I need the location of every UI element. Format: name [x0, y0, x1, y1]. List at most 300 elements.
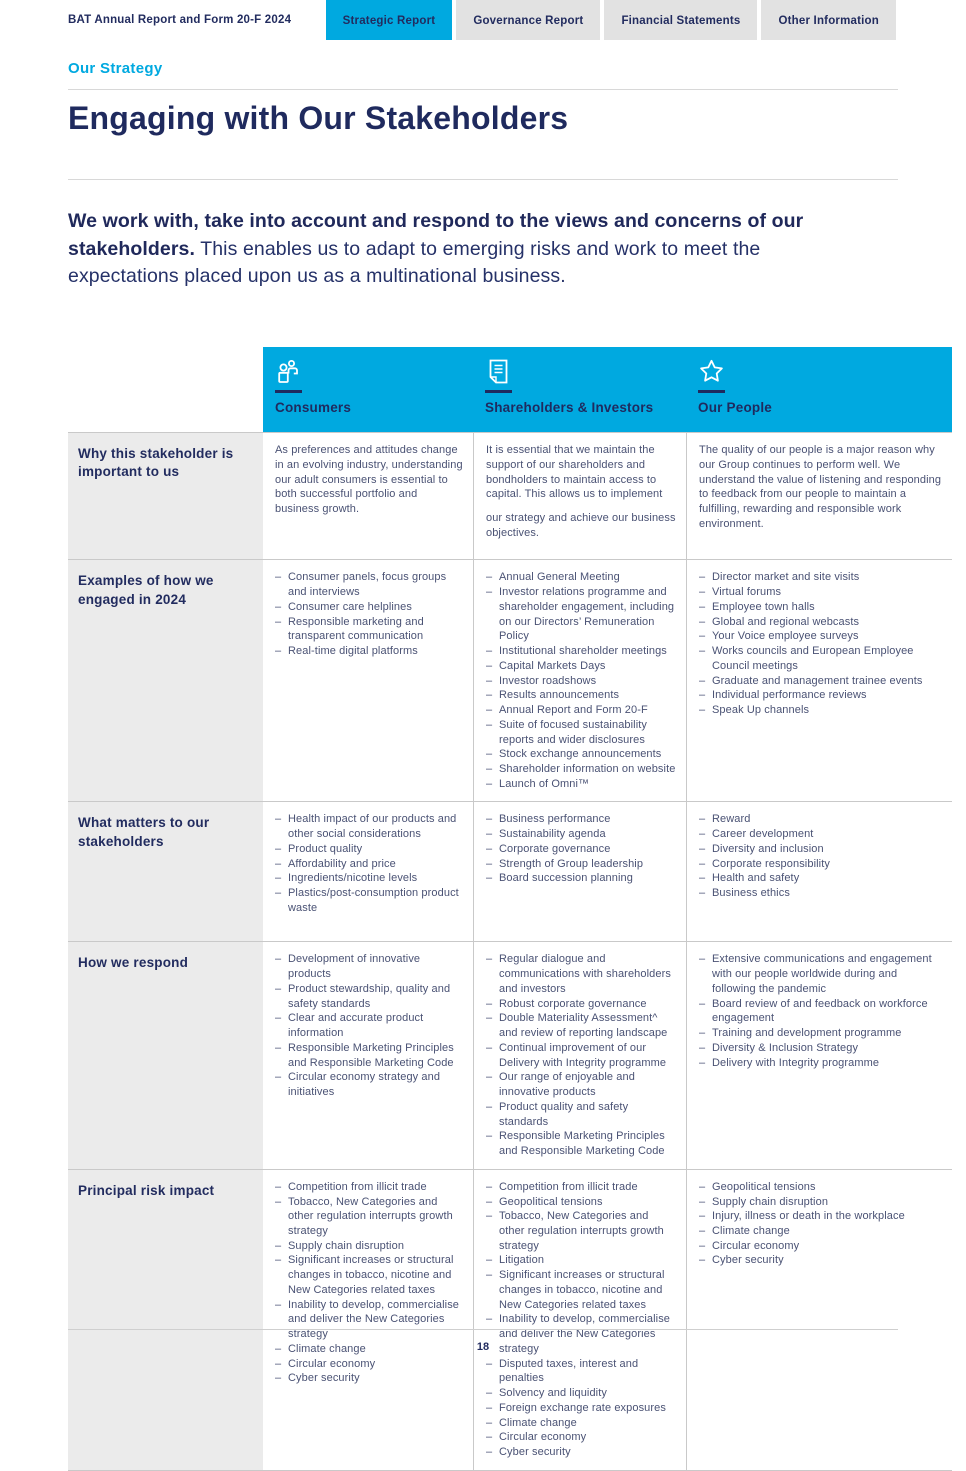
bullet-text: Regular dialogue and communications with shareholders and investors — [499, 953, 671, 995]
bullet-dash: – — [699, 689, 706, 702]
bullet-item — [486, 1253, 676, 1268]
bullet-item — [699, 570, 942, 585]
bullet-dash: – — [275, 1012, 282, 1025]
bullet-text: Board review of and feedback on workforce engagement — [712, 997, 928, 1025]
bullet-item — [486, 659, 676, 674]
bullet-dash: – — [486, 842, 493, 855]
bullet-item — [699, 827, 942, 842]
bullet-dash: – — [486, 1254, 493, 1267]
icon-underline — [275, 390, 302, 393]
bullet-text: Tobacco, New Categories and other regulation interrupts growth strategy — [499, 1210, 664, 1252]
bullet-dash: – — [486, 872, 493, 885]
bullet-text: Inability to develop, commercialise and deliver the New Categories strategy — [288, 1298, 460, 1341]
page-number: 18 — [476, 1341, 490, 1353]
bullet-text: Plastics/post-consumption product waste — [288, 887, 459, 914]
column-label: Our People — [698, 400, 773, 416]
bullet-dash: – — [699, 997, 706, 1010]
bullet-dash: – — [699, 1210, 706, 1223]
bullet-item — [486, 1129, 676, 1158]
bullet-text: Investor roadshows — [499, 674, 597, 687]
bullet-item — [275, 1195, 463, 1239]
bullet-item — [486, 1416, 676, 1431]
bullet-dash: – — [275, 1180, 282, 1193]
bullet-text: Annual General Meeting — [499, 571, 620, 584]
bullet-dash: – — [486, 1180, 493, 1193]
bullet-dash: – — [275, 1357, 282, 1370]
bullet-item — [486, 718, 676, 747]
table-header-row — [68, 347, 952, 432]
bullet-item — [699, 1180, 942, 1195]
bullet-text: Climate change — [499, 1416, 577, 1429]
table-row-why-this-stakeholder-is-important-to-us — [68, 432, 952, 559]
bullet-dash: – — [486, 953, 493, 966]
bullet-item — [699, 629, 942, 644]
bullet-item — [486, 1268, 676, 1312]
page-title: Engaging with Our Stakeholders — [68, 100, 569, 136]
bullet-dash: – — [486, 857, 493, 870]
tab-strategic-report[interactable]: Strategic Report — [326, 0, 453, 40]
bullet-item — [275, 600, 463, 615]
bullet-item — [486, 703, 676, 718]
row-label: What matters to our stakeholders — [68, 802, 263, 941]
page-footer — [68, 1329, 898, 1355]
bullet-text: Circular economy — [499, 1431, 587, 1444]
bullet-dash: – — [486, 1416, 493, 1429]
bullet-dash: – — [486, 1130, 493, 1143]
bullet-text: Responsible Marketing Principles and Responsible Marketing Code — [288, 1041, 454, 1069]
bullet-dash: – — [486, 1445, 493, 1458]
bullet-text: Business ethics — [712, 887, 790, 900]
bullet-text: Our range of enjoyable and innovative products — [499, 1071, 635, 1099]
bullet-dash: – — [486, 997, 493, 1010]
bullet-dash: – — [275, 1372, 282, 1385]
bullet-item — [275, 570, 463, 599]
bullet-item — [275, 982, 463, 1011]
table-cell — [263, 802, 473, 941]
bullet-dash: – — [699, 615, 706, 628]
bullet-text: Suite of focused sustainability reports and wider disclosures — [499, 718, 648, 746]
bullet-text: Consumer panels, focus groups and interviews — [288, 571, 447, 599]
bullet-text: Supply chain disruption — [712, 1195, 829, 1208]
bullet-dash: – — [699, 571, 706, 584]
bullet-dash: – — [486, 1313, 493, 1326]
bullet-item — [275, 1253, 463, 1297]
cell-paragraph: As preferences and attitudes change in an evolving industry, understanding our adult consumers is essential to both successful portfolio and business growth. — [275, 444, 463, 515]
bullet-text: Business performance — [499, 813, 611, 826]
bullet-item — [275, 1180, 463, 1195]
tab-other-information[interactable]: Other Information — [761, 0, 896, 40]
table-cell — [473, 1170, 686, 1470]
bullet-dash: – — [699, 1180, 706, 1193]
bullet-dash: – — [699, 1056, 706, 1069]
bullet-text: Competition from illicit trade — [499, 1180, 638, 1193]
bullet-item — [275, 1371, 463, 1386]
bullet-text: Diversity and inclusion — [712, 842, 824, 855]
bullet-item — [275, 615, 463, 644]
bullet-item — [699, 997, 942, 1026]
bullet-item — [486, 1357, 676, 1386]
bullet-item — [699, 688, 942, 703]
bullet-item — [699, 1026, 942, 1041]
bullet-text: Extensive communications and engagement with our people worldwide during and following the pandemic — [712, 953, 932, 995]
table-body — [68, 432, 952, 1471]
bullet-item — [486, 1386, 676, 1401]
icon-underline — [698, 390, 725, 393]
bullet-dash: – — [699, 828, 706, 841]
bullet-text: Director market and site visits — [712, 571, 860, 584]
bullet-text: Double Materiality Assessment^ and review of reporting landscape — [499, 1012, 668, 1040]
bullet-item — [699, 857, 942, 872]
column-header-our-people — [686, 347, 952, 432]
bullet-item — [699, 842, 942, 857]
table-cell — [473, 560, 686, 801]
bullet-item — [486, 997, 676, 1012]
bullet-item — [486, 585, 676, 644]
intro-paragraph — [68, 208, 868, 291]
document-icon — [485, 358, 512, 385]
bullet-item — [275, 1041, 463, 1070]
bullet-dash: – — [699, 953, 706, 966]
bullet-dash: – — [486, 748, 493, 761]
bullet-text: Consumer care helplines — [288, 600, 412, 613]
bullet-text: Corporate responsibility — [712, 857, 830, 870]
bullet-item — [486, 1070, 676, 1099]
bullet-text: Responsible marketing and transparent communication — [288, 615, 424, 643]
bullet-dash: – — [486, 1071, 493, 1084]
intro-bold-text: We work with, take into account and respond to the views and concerns of our stakeholders. — [68, 210, 804, 260]
top-bar — [0, 0, 966, 40]
bullet-item — [486, 812, 676, 827]
bullet-item — [699, 1056, 942, 1071]
bullet-item — [699, 703, 942, 718]
bullet-text: Virtual forums — [712, 586, 782, 599]
bullet-item — [486, 1100, 676, 1129]
bullet-dash: – — [275, 1071, 282, 1084]
bullet-dash: – — [486, 777, 493, 790]
bullet-dash: – — [699, 1027, 706, 1040]
bullet-text: Shareholder information on website — [499, 763, 676, 776]
bullet-item — [699, 952, 942, 996]
bullet-text: Reward — [712, 813, 751, 826]
bullet-text: Tobacco, New Categories and other regulation interrupts growth strategy — [288, 1195, 453, 1237]
bullet-text: Speak Up channels — [712, 704, 810, 717]
bullet-item — [486, 952, 676, 996]
bullet-item — [275, 871, 463, 886]
bullet-item — [699, 600, 942, 615]
bullet-dash: – — [699, 1254, 706, 1267]
table-cell — [473, 942, 686, 1168]
bullet-text: Supply chain disruption — [288, 1239, 405, 1252]
column-label: Consumers — [275, 400, 352, 416]
bullet-dash: – — [486, 586, 493, 599]
bullet-text: Solvency and liquidity — [499, 1387, 607, 1400]
bullet-text: Circular economy — [712, 1239, 800, 1252]
bullet-dash: – — [699, 1041, 706, 1054]
bullet-dash: – — [699, 1195, 706, 1208]
bullet-dash: – — [486, 1269, 493, 1282]
divider — [68, 89, 898, 90]
bullet-item — [486, 688, 676, 703]
bullet-item — [275, 644, 463, 659]
table-cell — [473, 433, 686, 559]
cell-paragraph: It is essential that we maintain the support of our shareholders and bondholders to maintain access to capital. This allows us to implement — [486, 444, 663, 501]
table-cell — [263, 942, 473, 1168]
bullet-text: Affordability and price — [288, 857, 396, 870]
bullet-item — [486, 1401, 676, 1416]
bullet-dash: – — [486, 1431, 493, 1444]
column-header-consumers — [263, 347, 473, 432]
table-cell — [686, 560, 952, 801]
bullet-dash: – — [275, 857, 282, 870]
bullet-item — [699, 585, 942, 600]
bullet-text: Significant increases or structural changes in tobacco, nicotine and New Categories related taxes — [288, 1254, 454, 1296]
bullet-text: Disputed taxes, interest and penalties — [499, 1357, 639, 1385]
bullet-text: Ingredients/nicotine levels — [288, 872, 418, 885]
bullet-text: Responsible Marketing Principles and Responsible Marketing Code — [499, 1130, 665, 1158]
bullet-text: Graduate and management trainee events — [712, 674, 923, 687]
bullet-dash: – — [486, 659, 493, 672]
bullet-text: Career development — [712, 828, 814, 841]
bullet-item — [486, 1195, 676, 1210]
bullet-text: Circular economy — [288, 1357, 376, 1370]
bullet-item — [699, 1209, 942, 1224]
bullet-dash: – — [486, 718, 493, 731]
bullet-item — [486, 777, 676, 792]
table-cell — [686, 802, 952, 941]
column-label: Shareholders & Investors — [485, 400, 654, 416]
bullet-text: Your Voice employee surveys — [712, 630, 859, 643]
bullet-item — [486, 570, 676, 585]
bullet-item — [486, 762, 676, 777]
bullet-text: Corporate governance — [499, 842, 611, 855]
table-cell — [263, 433, 473, 559]
row-label: Principal risk impact — [68, 1170, 263, 1470]
bullet-dash: – — [275, 1254, 282, 1267]
bullet-item — [275, 842, 463, 857]
bullet-dash: – — [275, 953, 282, 966]
bullet-text: Climate change — [712, 1224, 790, 1237]
bullet-text: Results announcements — [499, 689, 620, 702]
table-cell — [686, 942, 952, 1168]
bullet-text: Annual Report and Form 20-F — [499, 704, 648, 717]
bullet-dash: – — [699, 674, 706, 687]
bullet-dash: – — [699, 1224, 706, 1237]
bullet-dash: – — [486, 704, 493, 717]
bullet-text: Climate change — [288, 1342, 366, 1355]
bullet-text: Institutional shareholder meetings — [499, 645, 667, 658]
bullet-text: Cyber security — [288, 1372, 360, 1385]
bullet-dash: – — [486, 1012, 493, 1025]
bullet-text: Diversity & Inclusion Strategy — [712, 1041, 859, 1054]
bullet-item — [486, 1011, 676, 1040]
bullet-dash: – — [699, 857, 706, 870]
bullet-text: Cyber security — [712, 1254, 784, 1267]
bullet-item — [486, 1445, 676, 1460]
bullet-text: Continual improvement of our Delivery with Integrity programme — [499, 1041, 667, 1069]
bullet-dash: – — [699, 600, 706, 613]
bullet-dash: – — [275, 1041, 282, 1054]
bullet-item — [275, 812, 463, 841]
bullet-dash: – — [699, 630, 706, 643]
bullet-item — [699, 1239, 942, 1254]
bullet-item — [275, 1357, 463, 1372]
bullet-text: Board succession planning — [499, 872, 633, 885]
row-label: Examples of how we engaged in 2024 — [68, 560, 263, 801]
bullet-item — [486, 747, 676, 762]
bullet-item — [699, 644, 942, 673]
bullet-item — [275, 886, 463, 915]
bullet-text: Robust corporate governance — [499, 997, 647, 1010]
bullet-dash: – — [699, 704, 706, 717]
bullet-text: Geopolitical tensions — [712, 1180, 816, 1193]
bullet-text: Litigation — [499, 1254, 545, 1267]
bullet-dash: – — [275, 887, 282, 900]
section-label: Our Strategy — [68, 60, 163, 77]
bullet-item — [486, 674, 676, 689]
bullet-text: Global and regional webcasts — [712, 615, 860, 628]
bullet-item — [275, 952, 463, 981]
bullet-text: Launch of Omni™ — [499, 777, 590, 790]
table-row-principal-risk-impact — [68, 1169, 952, 1471]
divider — [68, 179, 898, 180]
bullet-item — [275, 1070, 463, 1099]
table-row-what-matters-to-our-stakeholders — [68, 801, 952, 941]
stakeholder-table — [68, 347, 952, 1471]
bullet-text: Health and safety — [712, 872, 800, 885]
bullet-dash: – — [486, 1041, 493, 1054]
bullet-dash: – — [486, 689, 493, 702]
bullet-dash: – — [275, 872, 282, 885]
bullet-text: Circular economy strategy and initiatives — [288, 1071, 441, 1099]
bullet-item — [699, 674, 942, 689]
bullet-dash: – — [275, 600, 282, 613]
bullet-dash: – — [486, 1210, 493, 1223]
bullet-text: Injury, illness or death in the workplace — [712, 1210, 905, 1223]
bullet-item — [486, 827, 676, 842]
bullet-text: Delivery with Integrity programme — [712, 1056, 880, 1069]
table-row-examples-of-how-we-engaged-in-2024 — [68, 559, 952, 801]
bullet-dash: – — [486, 1387, 493, 1400]
bullet-dash: – — [486, 1100, 493, 1113]
bullet-item — [275, 1239, 463, 1254]
bullet-text: Strength of Group leadership — [499, 857, 644, 870]
people-icon — [275, 358, 302, 385]
intro-regular-text: This enables us to adapt to emerging risks and work to meet the expectations placed upon us as a multinational business. — [68, 237, 761, 288]
bullet-item — [699, 1195, 942, 1210]
cell-paragraph: our strategy and achieve our business objectives. — [486, 512, 676, 539]
bullet-dash: – — [486, 645, 493, 658]
table-cell — [263, 1170, 473, 1470]
star-icon — [698, 358, 725, 385]
bullet-text: Competition from illicit trade — [288, 1180, 427, 1193]
bullet-item — [486, 1209, 676, 1253]
bullet-text: Capital Markets Days — [499, 659, 606, 672]
bullet-dash: – — [699, 645, 706, 658]
bullet-text: Inability to develop, commercialise and deliver the New Categories strategy — [499, 1313, 671, 1355]
bullet-text: Clear and accurate product information — [288, 1012, 424, 1040]
bullet-item — [275, 857, 463, 872]
bullet-dash: – — [275, 982, 282, 995]
bullet-dash: – — [699, 887, 706, 900]
bullet-item — [486, 1180, 676, 1195]
bullet-dash: – — [486, 1401, 493, 1414]
bullet-dash: – — [699, 813, 706, 826]
bullet-dash: – — [275, 1239, 282, 1252]
row-label: Why this stakeholder is important to us — [68, 433, 263, 559]
bullet-text: Works councils and European Employee Council meetings — [712, 645, 914, 672]
bullet-dash: – — [275, 1342, 282, 1355]
row-label: How we respond — [68, 942, 263, 1168]
bullet-dash: – — [275, 615, 282, 628]
bullet-dash: – — [699, 586, 706, 599]
bullet-dash: – — [486, 828, 493, 841]
cell-paragraph: The quality of our people is a major reason why our Group continues to perform well. We understand the value of listening and responding to feedback from our people to maintain a fulfilling, rewarding and responsible work environment. — [699, 444, 942, 530]
bullet-dash: – — [699, 1239, 706, 1252]
bullet-item — [699, 615, 942, 630]
bullet-item — [486, 1430, 676, 1445]
bullet-text: Product quality and safety standards — [499, 1100, 629, 1128]
bullet-text: Sustainability agenda — [499, 828, 606, 841]
bullet-dash: – — [275, 842, 282, 855]
bullet-text: Stock exchange announcements — [499, 748, 662, 761]
bullet-text: Significant increases or structural changes in tobacco, nicotine and New Categories related taxes — [499, 1269, 665, 1311]
bullet-text: Real-time digital platforms — [288, 645, 418, 658]
bullet-dash: – — [486, 1357, 493, 1370]
bullet-text: Cyber security — [499, 1445, 571, 1458]
table-cell — [473, 802, 686, 941]
bullet-text: Employee town halls — [712, 600, 815, 613]
header-spacer — [68, 347, 263, 432]
bullet-item — [275, 1011, 463, 1040]
bullet-text: Foreign exchange rate exposures — [499, 1401, 666, 1414]
bullet-item — [486, 842, 676, 857]
bullet-item — [486, 644, 676, 659]
bullet-text: Product quality — [288, 842, 363, 855]
bullet-dash: – — [275, 813, 282, 826]
bullet-dash: – — [486, 763, 493, 776]
bullet-dash: – — [699, 842, 706, 855]
bullet-item — [699, 1253, 942, 1268]
tab-governance-report[interactable]: Governance Report — [456, 0, 600, 40]
bullet-item — [699, 871, 942, 886]
bullet-item — [699, 1224, 942, 1239]
table-cell — [686, 433, 952, 559]
icon-underline — [485, 390, 512, 393]
bullet-dash: – — [275, 1298, 282, 1311]
bullet-dash: – — [275, 571, 282, 584]
bullet-text: Geopolitical tensions — [499, 1195, 603, 1208]
bullet-dash: – — [486, 813, 493, 826]
table-cell — [263, 560, 473, 801]
bullet-item — [486, 857, 676, 872]
tab-financial-statements[interactable]: Financial Statements — [604, 0, 757, 40]
bullet-dash: – — [275, 645, 282, 658]
bullet-item — [699, 812, 942, 827]
bullet-text: Product stewardship, quality and safety standards — [288, 982, 451, 1010]
bullet-dash: – — [275, 1195, 282, 1208]
bullet-item — [486, 871, 676, 886]
table-cell — [686, 1170, 952, 1470]
bullet-dash: – — [486, 1195, 493, 1208]
column-header-shareholders-investors — [473, 347, 686, 432]
bullet-dash: – — [486, 571, 493, 584]
bullet-dash: – — [699, 872, 706, 885]
bullet-text: Individual performance reviews — [712, 689, 867, 702]
bullet-dash: – — [486, 674, 493, 687]
bullet-text: Development of innovative products — [288, 953, 421, 981]
bullet-text: Investor relations programme and shareholder engagement, including on our Directors’ Remuneration Policy — [499, 586, 675, 643]
bullet-item — [699, 886, 942, 901]
